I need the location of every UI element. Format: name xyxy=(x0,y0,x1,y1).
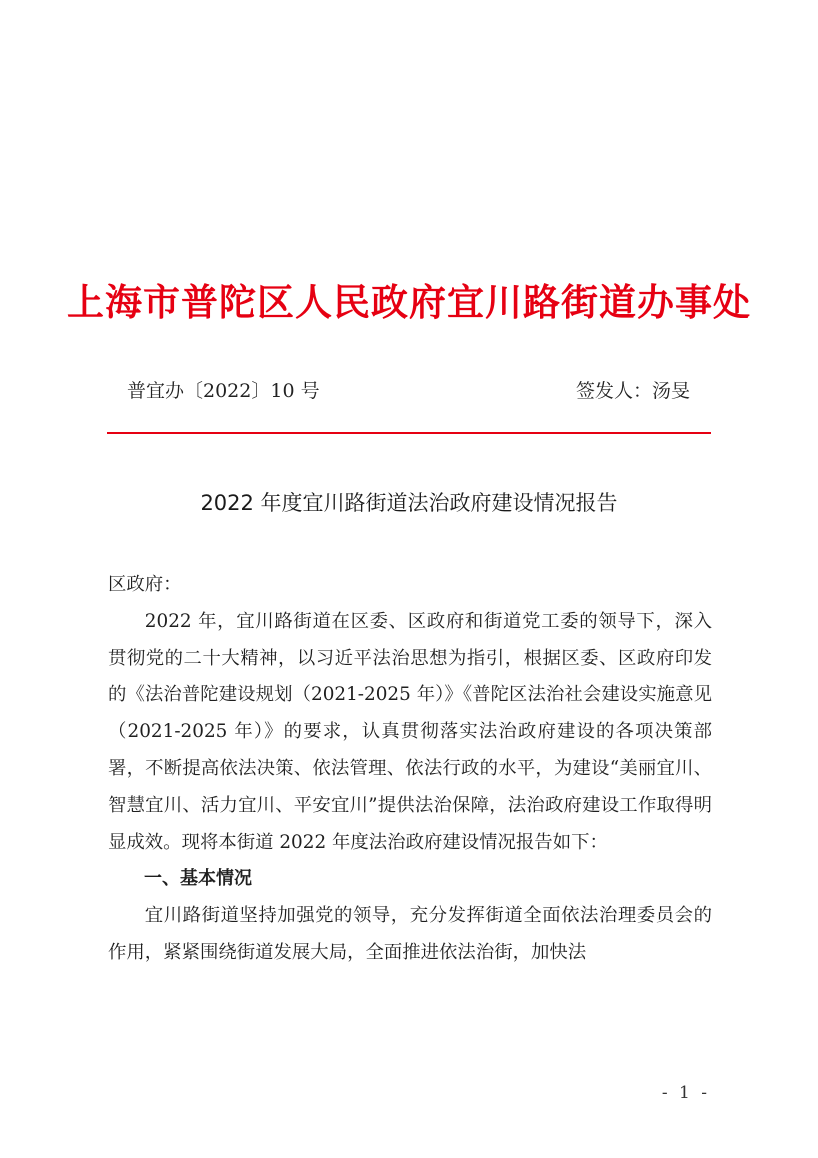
issuing-organization-header: 上海市普陀区人民政府宜川路街道办事处 xyxy=(67,280,751,324)
document-number: 普宜办〔2022〕10 号 xyxy=(127,380,320,402)
report-title: 2022 年度宜川路街道法治政府建设情况报告 xyxy=(200,491,618,515)
document-meta-row xyxy=(127,376,690,404)
section-heading: 一、基本情况 xyxy=(144,868,252,890)
body-paragraph: 2022 年，宜川路街道在区委、区政府和街道党工委的领导下，深入贯彻党的二十大精神，以习近平法治思想为指引，根据区委、区政府印发的《法治普陀建设规划（2021-2025 年）》《普陀区法治社会建设实施意见（2021-2025 年）》的要求，认真贯彻落实法治政府建设的各项决策部署，不断提高依法决策、依法管理、依法行政的水平，为建设“美丽宜川、智慧宜川、活力宜川、平安宜川”提供法治保障，法治政府建设工作取得明显成效。现将本街道 2022 年度法治政府建设情况报告如下： xyxy=(108,610,712,853)
signer: 签发人：汤旻 xyxy=(575,380,690,402)
report-body xyxy=(108,567,712,972)
salutation: 区政府： xyxy=(108,574,182,595)
body-paragraph: 宜川路街道坚持加强党的领导，充分发挥街道全面依法治理委员会的作用，紧紧围绕街道发展大局，全面推进依法治街，加快法 xyxy=(108,905,712,963)
page-number-label: - 1 - xyxy=(661,1083,710,1103)
red-divider-line xyxy=(107,432,711,434)
